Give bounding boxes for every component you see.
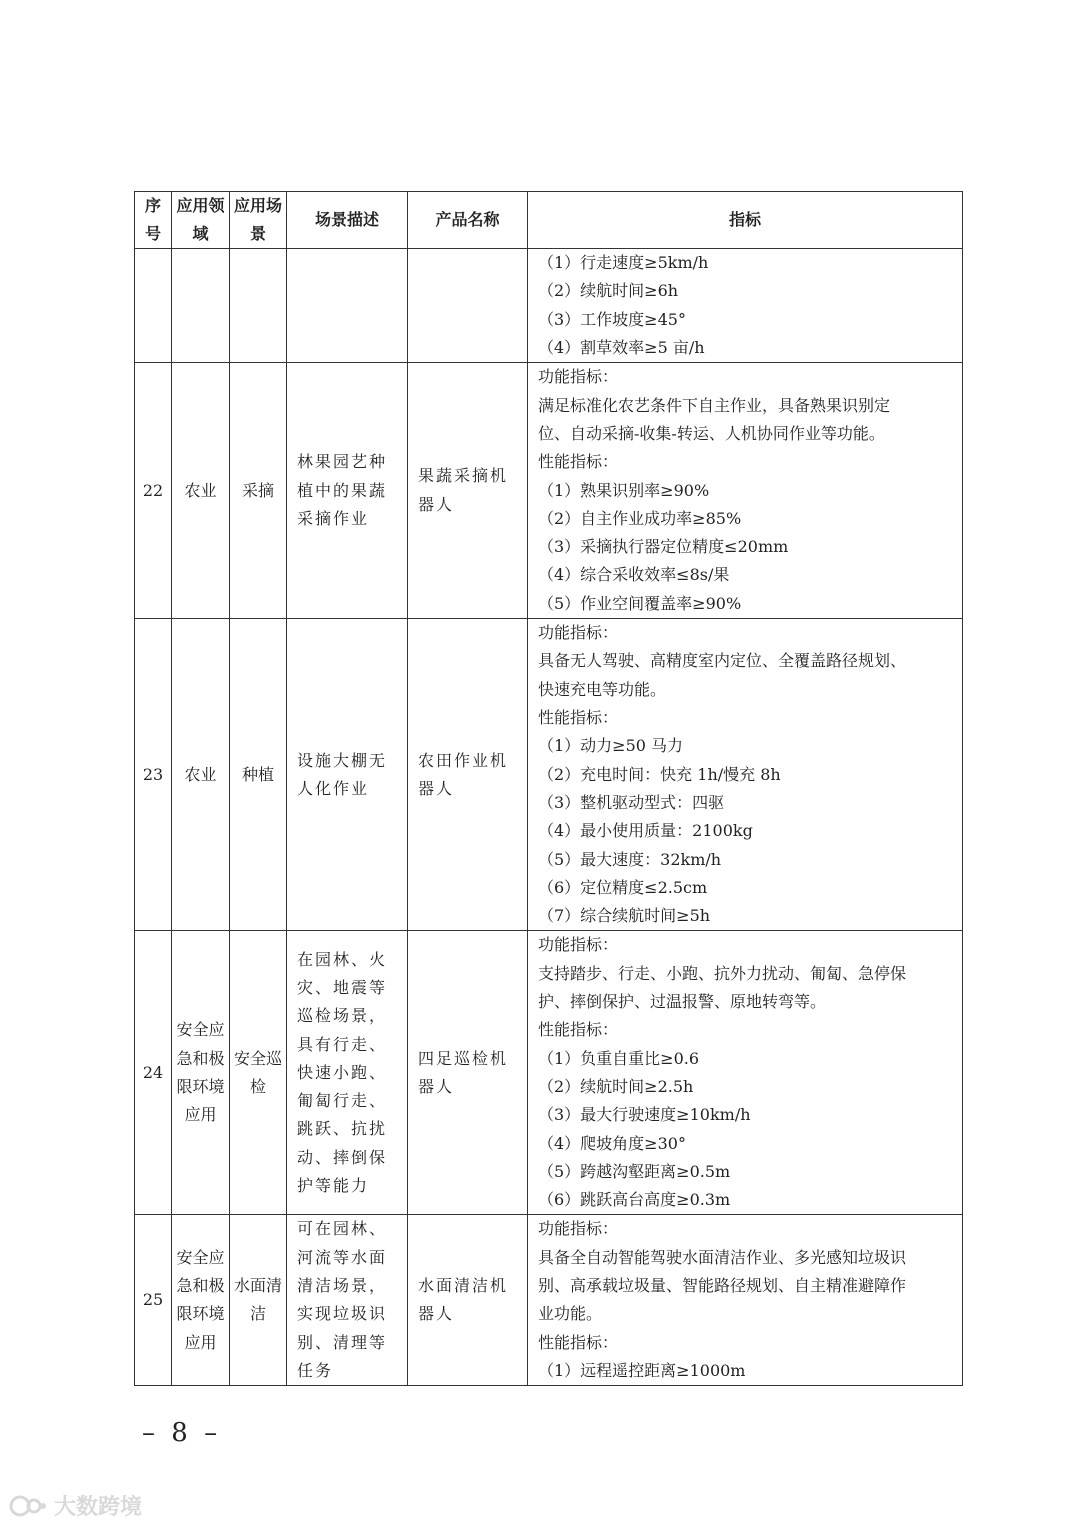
indicator-line: （2）续航时间≥6h [538,281,679,301]
table-header-row [135,192,963,249]
indicator-line: 功能指标： [538,935,619,955]
table-row [135,619,963,931]
indicator-line: 支持踏步、行走、小跑、抗外力扰动、匍匐、急停保 [538,963,907,983]
indicator-line: （4）最小使用质量：2100kg [538,821,753,841]
cell-product: 水面清洁机器人 [408,1215,528,1386]
table-row [135,931,963,1215]
indicator-line: （4）割草效率≥5 亩/h [538,337,705,357]
cell-indicators [528,363,963,619]
indicator-line: （6）跳跃高台高度≥0.3m [538,1190,731,1210]
indicator-line: （1）熟果识别率≥90% [538,480,710,500]
indicator-line: 性能指标： [538,708,619,728]
cell-scene: 安全巡检 [230,931,287,1215]
indicator-line: 具备全自动智能驾驶水面清洁作业、多光感知垃圾识 [538,1247,907,1267]
cell-desc: 林果园艺种植中的果蔬采摘作业 [287,363,408,619]
table-row [135,249,963,363]
cell-desc: 设施大棚无人化作业 [287,619,408,931]
indicator-line: （1）行走速度≥5km/h [538,253,709,272]
indicator-line: 具备无人驾驶、高精度室内定位、全覆盖路径规划、 [538,651,907,671]
header-seq: 序号 [135,192,172,249]
cell-seq: 24 [135,931,172,1215]
indicator-line: （5）最大速度：32km/h [538,849,722,869]
cell-scene [230,249,287,363]
indicator-line: 位、自动采摘-收集-转运、人机协同作业等功能。 [538,423,885,443]
cell-desc: 可在园林、河流等水面清洁场景，实现垃圾识别、清理等任务 [287,1215,408,1386]
cell-scene: 种植 [230,619,287,931]
cell-desc [287,249,408,363]
indicator-line: 性能指标： [538,452,619,472]
cell-field: 农业 [172,619,230,931]
table-row [135,1215,963,1386]
header-product: 产品名称 [408,192,528,249]
indicator-line: 性能指标： [538,1332,619,1352]
table-row [135,363,963,619]
indicator-line: 功能指标： [538,623,619,643]
cell-field: 农业 [172,363,230,619]
indicator-line: 快速充电等功能。 [538,679,667,699]
indicator-line: 别、高承载垃圾量、智能路径规划、自主精准避障作 [538,1276,907,1296]
indicator-line: 功能指标： [538,367,619,387]
indicator-line: （2）充电时间：快充 1h/慢充 8h [538,764,781,784]
cell-product: 农田作业机器人 [408,619,528,931]
header-desc: 场景描述 [287,192,408,249]
indicator-line: 业功能。 [538,1304,603,1324]
cell-desc: 在园林、火灾、地震等巡检场景，具有行走、快速小跑、匍匐行走、跳跃、抗扰动、摔倒保护等能力 [287,931,408,1215]
header-indicators: 指标 [528,192,963,249]
cell-seq [135,249,172,363]
cell-field: 安全应急和极限环境应用 [172,931,230,1215]
indicator-line: 性能指标： [538,1020,619,1040]
indicator-line: 满足标准化农艺条件下自主作业，具备熟果识别定 [538,395,891,415]
cell-product [408,249,528,363]
indicator-line: 护、摔倒保护、过温报警、原地转弯等。 [538,992,827,1012]
cell-indicators [528,1215,963,1386]
cell-product: 四足巡检机器人 [408,931,528,1215]
cell-field: 安全应急和极限环境应用 [172,1215,230,1386]
indicator-line: （3）采摘执行器定位精度≤20mm [538,537,789,557]
indicator-line: （1）负重自重比≥0.6 [538,1048,700,1068]
indicator-line: （5）跨越沟壑距离≥0.5m [538,1161,731,1181]
indicator-line: （3）整机驱动型式：四驱 [538,792,725,812]
indicator-line: （7）综合续航时间≥5h [538,906,711,926]
cell-scene: 水面清洁 [230,1215,287,1386]
indicator-line: （3）工作坡度≥45° [538,309,686,329]
watermark [8,1490,142,1521]
indicator-line: （1）动力≥50 马力 [538,736,684,756]
cell-scene: 采摘 [230,363,287,619]
cell-indicators [528,619,963,931]
cell-seq: 22 [135,363,172,619]
cell-seq: 23 [135,619,172,931]
indicator-line: （3）最大行驶速度≥10km/h [538,1105,751,1125]
indicator-line: 功能指标： [538,1219,619,1239]
watermark-logo-icon [8,1493,48,1519]
indicator-line: （2）自主作业成功率≥85% [538,508,742,528]
cell-indicators [528,249,963,363]
indicator-line: （2）续航时间≥2.5h [538,1076,694,1096]
cell-indicators [528,931,963,1215]
indicator-line: （1）远程遥控距离≥1000m [538,1360,746,1380]
cell-seq: 25 [135,1215,172,1386]
cell-product: 果蔬采摘机器人 [408,363,528,619]
header-field: 应用领域 [172,192,230,249]
indicator-line: （5）作业空间覆盖率≥90% [538,593,742,613]
indicator-line: （4）爬坡角度≥30° [538,1133,686,1153]
indicator-line: （6）定位精度≤2.5cm [538,877,708,897]
spec-table [134,191,963,1386]
indicator-line: （4）综合采收效率≤8s/果 [538,565,730,585]
header-scene: 应用场景 [230,192,287,249]
page-number: – 8 – [142,1418,222,1448]
cell-field [172,249,230,363]
watermark-text: 大数跨境 [54,1495,143,1520]
